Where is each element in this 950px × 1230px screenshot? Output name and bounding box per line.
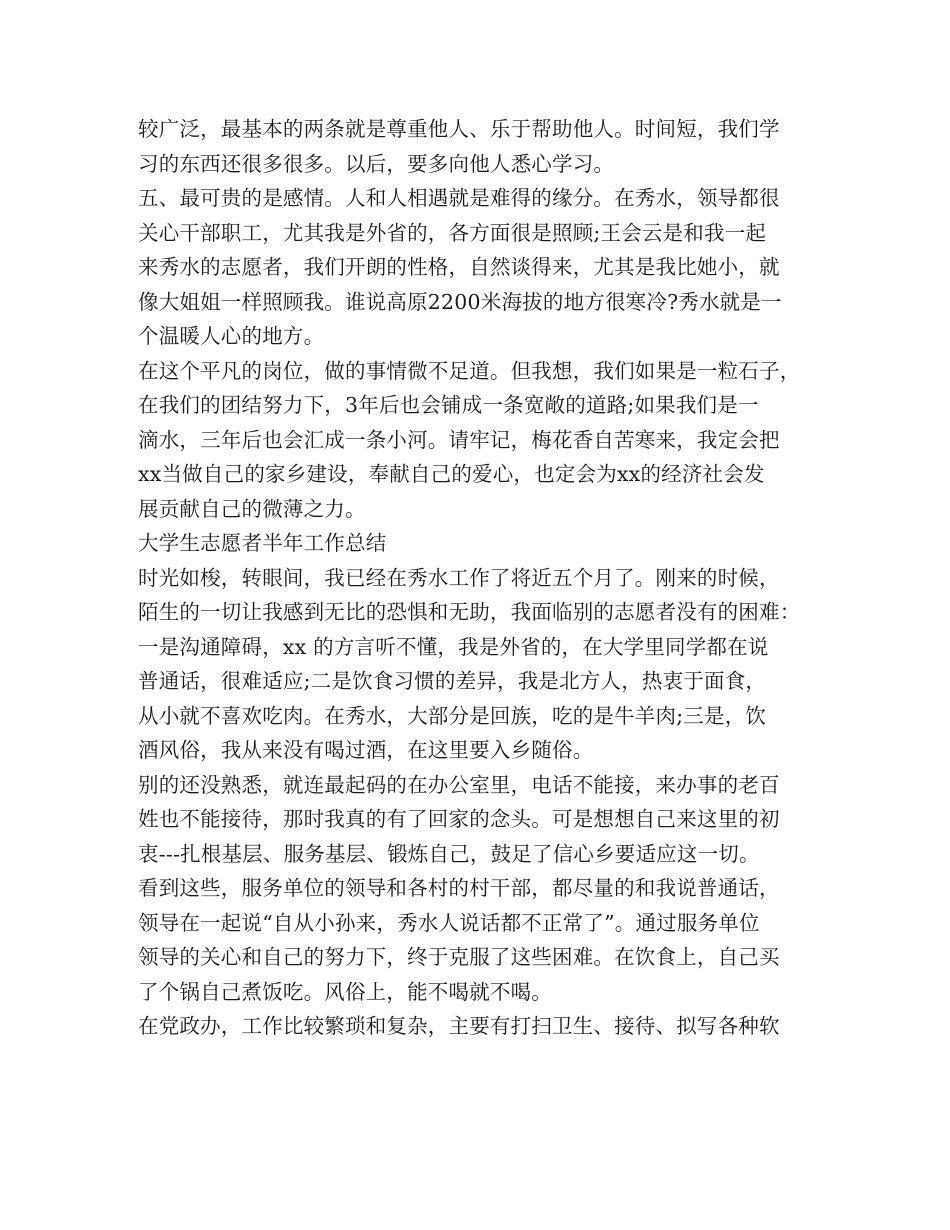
text-line: 滴水，三年后也会汇成一条小河。请牢记，梅花香自苦寒来，我定会把 bbox=[138, 427, 780, 452]
document-body bbox=[138, 112, 818, 1044]
text-line: 衷---扎根基层、服务基层、锻炼自己，鼓足了信心乡要适应这一切。 bbox=[138, 841, 760, 866]
text-line: 了个锅自己煮饭吃。风俗上，能不喝就不喝。 bbox=[138, 979, 552, 1004]
text-line: 来秀水的志愿者，我们开朗的性格，自然谈得来，尤其是我比她小，就 bbox=[138, 255, 780, 279]
text-line: 姓也不能接待，那时我真的有了回家的念头。可是想想自己来这里的初 bbox=[138, 807, 780, 831]
text-line: 领导在一起说“自从小孙来，秀水人说话都不正常了”。通过服务单位 bbox=[138, 910, 760, 935]
section-heading: 大学生志愿者半年工作总结 bbox=[138, 531, 387, 555]
text-line: 看到这些，服务单位的领导和各村的村干部，都尽量的和我说普通话， bbox=[138, 876, 780, 900]
text-line: 时光如梭，转眼间，我已经在秀水工作了将近五个月了。刚来的时候， bbox=[138, 565, 780, 590]
text-line: 别的还没熟悉，就连最起码的在办公室里，电话不能接，来办事的老百 bbox=[138, 772, 780, 797]
text-line: 一是沟通障碍，xx 的方言听不懂，我是外省的，在大学里同学都在说 bbox=[138, 634, 769, 659]
text-line: 在我们的团结努力下，3年后也会铺成一条宽敞的道路;如果我们是一 bbox=[138, 393, 759, 417]
text-line: 五、最可贵的是感情。人和人相遇就是难得的缘分。在秀水，领导都很 bbox=[138, 186, 780, 210]
text-line: 个温暖人心的地方。 bbox=[138, 324, 325, 348]
text-line: 较广泛，最基本的两条就是尊重他人、乐于帮助他人。时间短，我们学 bbox=[138, 117, 780, 141]
text-line: 像大姐姐一样照顾我。谁说高原2200米海拔的地方很寒冷?秀水就是一 bbox=[138, 289, 782, 314]
text-line: 普通话，很难适应;二是饮食习惯的差异，我是北方人，热衷于面食， bbox=[138, 669, 767, 693]
text-line: 习的东西还很多很多。以后，要多向他人悉心学习。 bbox=[138, 151, 615, 176]
text-line: 展贡献自己的微薄之力。 bbox=[138, 496, 366, 521]
text-line: 在这个平凡的岗位，做的事情微不足道。但我想，我们如果是一粒石子， bbox=[138, 358, 801, 383]
text-line: 关心干部职工，尤其我是外省的，各方面很是照顾;王会云是和我一起 bbox=[138, 220, 767, 245]
text-line: 酒风俗，我从来没有喝过酒，在这里要入乡随俗。 bbox=[138, 738, 594, 762]
text-line: 从小就不喜欢吃肉。在秀水，大部分是回族，吃的是牛羊肉;三是，饮 bbox=[138, 703, 767, 728]
text-line: 陌生的一切让我感到无比的恐惧和无助，我面临别的志愿者没有的困难： bbox=[138, 600, 801, 624]
text-line: 领导的关心和自己的努力下，终于克服了这些困难。在饮食上，自己买 bbox=[138, 945, 780, 969]
text-line: 在党政办，工作比较繁琐和复杂，主要有打扫卫生、接待、拟写各种软 bbox=[138, 1014, 780, 1038]
text-line: xx当做自己的家乡建设，奉献自己的爱心，也定会为xx的经济社会发 bbox=[138, 462, 765, 486]
